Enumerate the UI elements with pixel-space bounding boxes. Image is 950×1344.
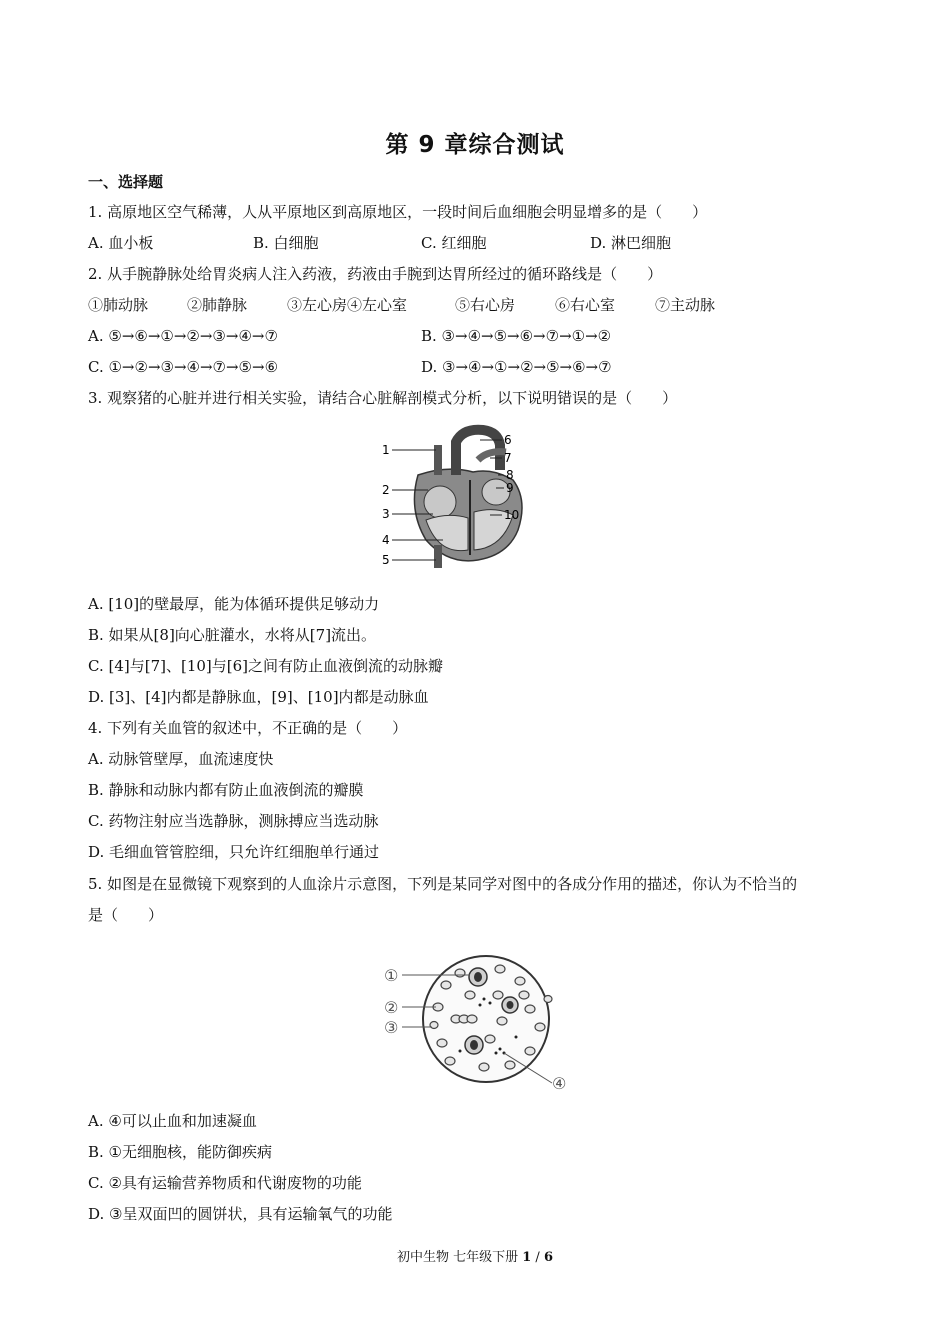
heart-label-8: 8 [506, 468, 514, 482]
heart-diagram [378, 420, 578, 570]
q2-option-b: B. ③→④→⑤→⑥→⑦→①→② [421, 327, 612, 345]
question-2-stem: 2. 从手腕静脉处给胃炎病人注入药液，药液由手腕到达胃所经过的循环路线是（ ） [88, 265, 663, 283]
q2-option-a: A. ⑤→⑥→①→②→③→④→⑦ [88, 327, 278, 345]
question-3-stem: 3. 观察猪的心脏并进行相关实验，请结合心脏解剖模式分析，以下说明错误的是（ ） [88, 389, 678, 407]
q1-option-b: B. 白细胞 [253, 234, 319, 252]
white-blood-cell-3-nucleus [470, 1040, 478, 1050]
q2-option-c: C. ①→②→③→④→⑦→⑤→⑥ [88, 358, 279, 376]
q4-option-c: C. 药物注射应当选静脉，测脉搏应当选动脉 [88, 812, 379, 830]
q1-option-c: C. 红细胞 [421, 234, 487, 252]
right-atrium-shape [424, 486, 456, 518]
q1-option-a: A. 血小板 [88, 234, 154, 252]
q3-option-a: A. [10]的壁最厚，能为体循环提供足够动力 [88, 595, 380, 613]
heart-label-9: 9 [506, 481, 514, 495]
smear-label-3: ③ [384, 1018, 399, 1037]
q5-option-b: B. ①无细胞核，能防御疾病 [88, 1143, 273, 1161]
q4-option-d: D. 毛细血管管腔细，只允许红细胞单行通过 [88, 843, 380, 861]
q4-option-b: B. 静脉和动脉内都有防止血液倒流的瓣膜 [88, 781, 364, 799]
question-4-stem: 4. 下列有关血管的叙述中，不正确的是（ ） [88, 719, 408, 737]
q2-item-1: ①肺动脉 [88, 296, 149, 314]
heart-label-2: 2 [382, 483, 390, 497]
q5-option-d: D. ③呈双面凹的圆饼状，具有运输氧气的功能 [88, 1205, 393, 1223]
footer-page-total: 6 [543, 1250, 553, 1265]
heart-label-5: 5 [382, 553, 390, 567]
heart-label-1: 1 [382, 443, 390, 457]
white-blood-cell-2-nucleus [507, 1001, 514, 1009]
heart-label-10: 10 [504, 508, 520, 522]
q5-option-c: C. ②具有运输营养物质和代谢废物的功能 [88, 1174, 362, 1192]
smear-label-1: ① [384, 966, 399, 985]
q2-item-3: ③左心房④左心室 [287, 296, 408, 314]
question-1-stem: 1. 高原地区空气稀薄，人从平原地区到高原地区，一段时间后血细胞会明显增多的是（ ） [88, 203, 708, 221]
q2-item-6: ⑥右心室 [555, 296, 616, 314]
q5-option-a: A. ④可以止血和加速凝血 [88, 1112, 257, 1130]
q3-option-b: B. 如果从[8]向心脏灌水，水将从[7]流出。 [88, 626, 377, 644]
q2-item-2: ②肺静脉 [187, 296, 248, 314]
q3-option-c: C. [4]与[7]、[10]与[6]之间有防止血液倒流的动脉瓣 [88, 657, 444, 675]
smear-label-4: ④ [552, 1074, 567, 1093]
q2-item-7: ⑦主动脉 [655, 296, 716, 314]
page-footer [0, 1246, 950, 1265]
heart-label-3: 3 [382, 507, 390, 521]
question-5-stem-line1: 5. 如图是在显微镜下观察到的人血涂片示意图，下列是某同学对图中的各成分作用的描述，你认为不恰当的 [88, 875, 798, 893]
q2-item-5: ⑤右心房 [455, 296, 516, 314]
page-title: 第 9 章综合测试 [385, 132, 565, 158]
white-blood-cell-1-nucleus [474, 972, 482, 982]
footer-separator: / [531, 1250, 544, 1265]
q4-option-a: A. 动脉管壁厚，血流速度快 [88, 750, 274, 768]
blood-smear-diagram [380, 955, 576, 1093]
smear-label-2: ② [384, 998, 399, 1017]
q3-option-d: D. [3]、[4]内都是静脉血，[9]、[10]内都是动脉血 [88, 688, 429, 706]
heart-label-7: 7 [504, 451, 512, 465]
heart-label-4: 4 [382, 533, 390, 547]
q2-option-d: D. ③→④→①→②→⑤→⑥→⑦ [421, 358, 612, 376]
footer-text: 初中生物 七年级下册 [396, 1250, 523, 1265]
footer-page-number: 1 [522, 1250, 532, 1265]
q1-option-d: D. 淋巴细胞 [590, 234, 672, 252]
section-heading: 一、选择题 [88, 173, 164, 191]
question-5-stem-line2: 是（ ） [88, 906, 164, 924]
heart-label-6: 6 [504, 433, 512, 447]
